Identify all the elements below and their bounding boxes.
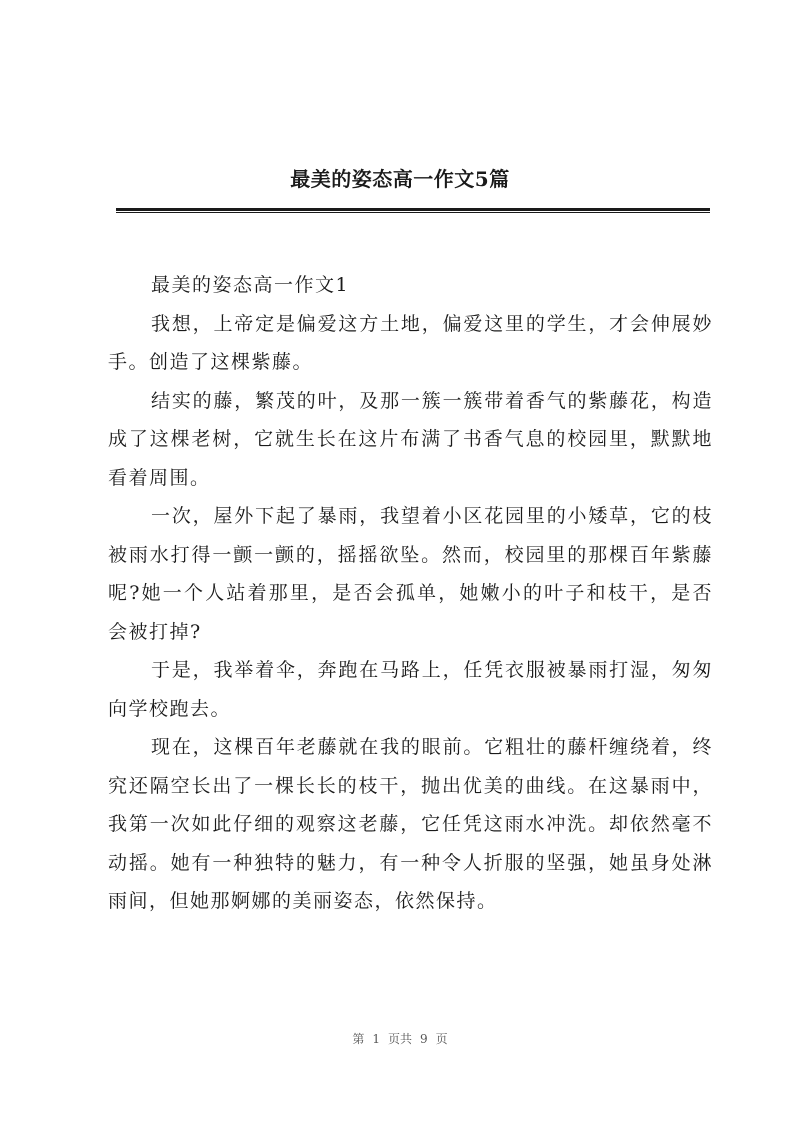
title-divider — [116, 208, 710, 213]
page-label-suffix: 页 — [435, 1032, 448, 1046]
page-number-total: 9 — [420, 1032, 428, 1046]
paragraph: 结实的藤，繁茂的叶，及那一簇一簇带着香气的紫藤花，构造成了这棵老树，它就生长在这片布满了书香气息的校园里，默默地看着周围。 — [108, 389, 713, 489]
paragraph: 一次，屋外下起了暴雨，我望着小区花园里的小矮草，它的枝被雨水打得一颤一颤的，摇摇欲坠。然而，校园里的那棵百年紫藤呢?她一个人站着那里，是否会孤单，她嫩小的叶子和枝干，是否会被打掉? — [108, 505, 713, 643]
paragraph: 于是，我举着伞，奔跑在马路上，任凭衣服被暴雨打湿，匆匆向学校跑去。 — [108, 659, 713, 720]
page-label-prefix: 第 — [352, 1032, 365, 1046]
paragraph: 我想，上帝定是偏爱这方土地，偏爱这里的学生，才会伸展妙手。创造了这棵紫藤。 — [108, 312, 713, 373]
page-label-middle: 页共 — [387, 1032, 412, 1046]
page-footer — [0, 1030, 800, 1047]
page-number-current: 1 — [372, 1032, 380, 1046]
document-title: 最美的姿态高一作文5篇 — [290, 167, 510, 191]
document-body — [108, 266, 713, 921]
paragraph: 现在，这棵百年老藤就在我的眼前。它粗壮的藤杆缠绕着，终究还隔空长出了一棵长长的枝干，抛出优美的曲线。在这暴雨中，我第一次如此仔细的观察这老藤，它任凭这雨水冲洗。却依然毫不动摇。她有一种独特的魅力，有一种令人折服的坚强，她虽身处淋雨间，但她那婀娜的美丽姿态，依然保持。 — [108, 736, 713, 912]
essay-heading: 最美的姿态高一作文1 — [151, 274, 350, 296]
